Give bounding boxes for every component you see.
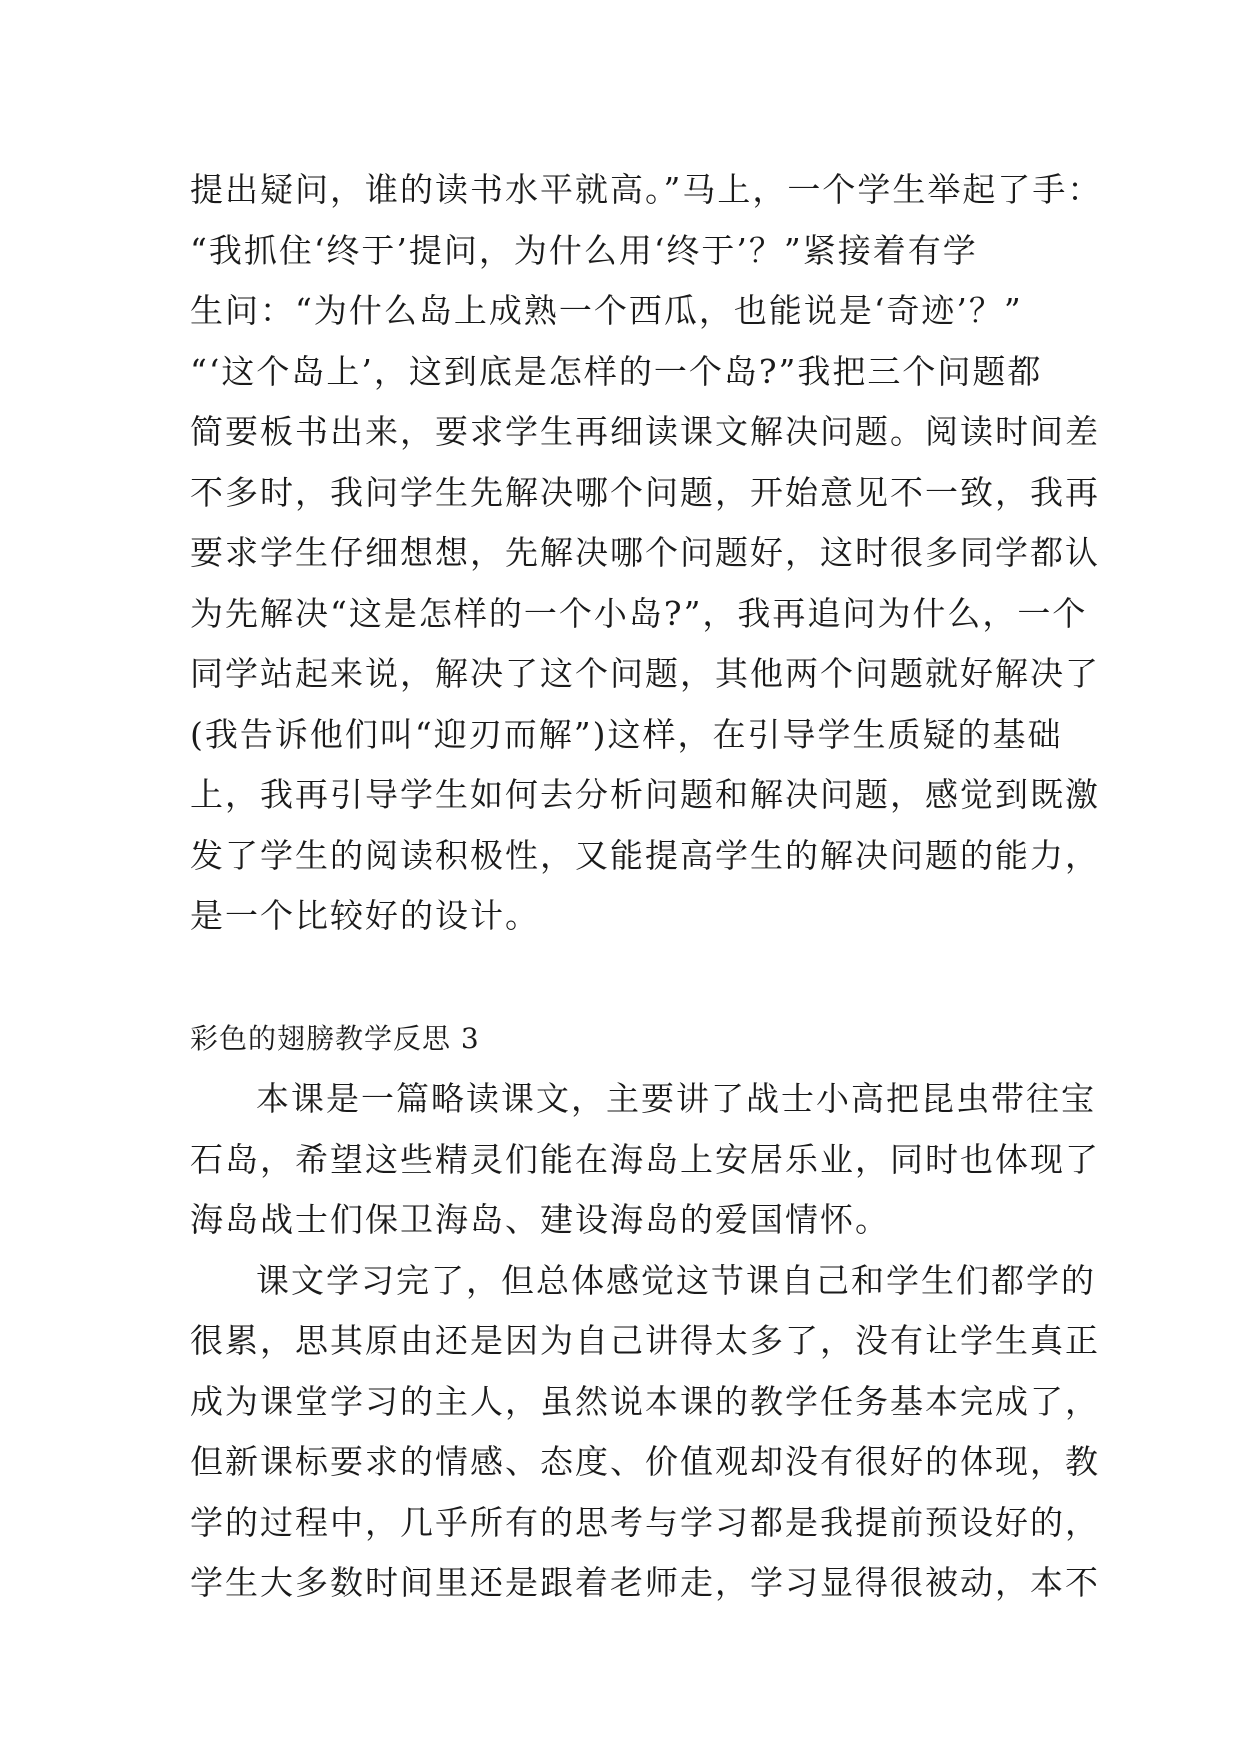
text-line: 为先解决“这是怎样的一个小岛?”，我再追问为什么，一个 [190,593,1088,633]
text-line: (我告诉他们叫“迎刃而解”)这样，在引导学生质疑的基础 [190,714,1063,754]
text-line: 同学站起来说，解决了这个问题，其他两个问题就好解决了 [190,654,1100,693]
text-line: 是一个比较好的设计。 [190,896,540,935]
text-line: 成为课堂学习的主人，虽然说本课的教学任务基本完成了， [190,1381,1100,1421]
text-line: 但新课标要求的情感、态度、价值观却没有很好的体现，教 [190,1442,1100,1481]
text-line: 学生大多数时间里还是跟着老师走，学习显得很被动，本不 [190,1563,1100,1602]
section-paragraph-2 [190,1251,1100,1614]
text-line: 不多时，我问学生先解决哪个问题，开始意见不一致，我再 [190,472,1100,512]
text-line: 课文学习完了，但总体感觉这节课自己和学生们都学的 [256,1260,1096,1300]
text-line: 要求学生仔细想想，先解决哪个问题好，这时很多同学都认 [190,533,1100,572]
text-line: 本课是一篇略读课文，主要讲了战士小高把昆虫带往宝 [256,1079,1096,1118]
text-line: “我抓住‘终于’提问，为什么用‘终于’？”紧接着有学 [190,230,978,270]
text-line: 提出疑问，谁的读书水平就高。”马上，一个学生举起了手： [190,170,1103,209]
text-line: 学的过程中，几乎所有的思考与学习都是我提前预设好的， [190,1502,1100,1542]
section-paragraph-1 [190,1069,1100,1251]
text-line: 很累，思其原由还是因为自己讲得太多了，没有让学生真正 [190,1321,1100,1360]
text-line: 发了学生的阅读积极性，又能提高学生的解决问题的能力， [190,835,1100,875]
text-line: 石岛，希望这些精灵们能在海岛上安居乐业，同时也体现了 [190,1139,1100,1179]
text-line: 生问：“为什么岛上成熟一个西瓜，也能说是‘奇迹’？” [190,291,1023,330]
text-line: “‘这个岛上’，这到底是怎样的一个岛?”我把三个问题都 [190,351,1043,391]
continuation-paragraph [190,160,1103,947]
section-heading: 彩色的翅膀教学反思 3 [190,1021,480,1055]
text-line: 上，我再引导学生如何去分析问题和解决问题，感觉到既激 [190,775,1100,814]
body-text [190,160,1103,1614]
text-line: 海岛战士们保卫海岛、建设海岛的爱国情怀。 [190,1200,890,1239]
text-line: 简要板书出来，要求学生再细读课文解决问题。阅读时间差 [190,412,1100,451]
